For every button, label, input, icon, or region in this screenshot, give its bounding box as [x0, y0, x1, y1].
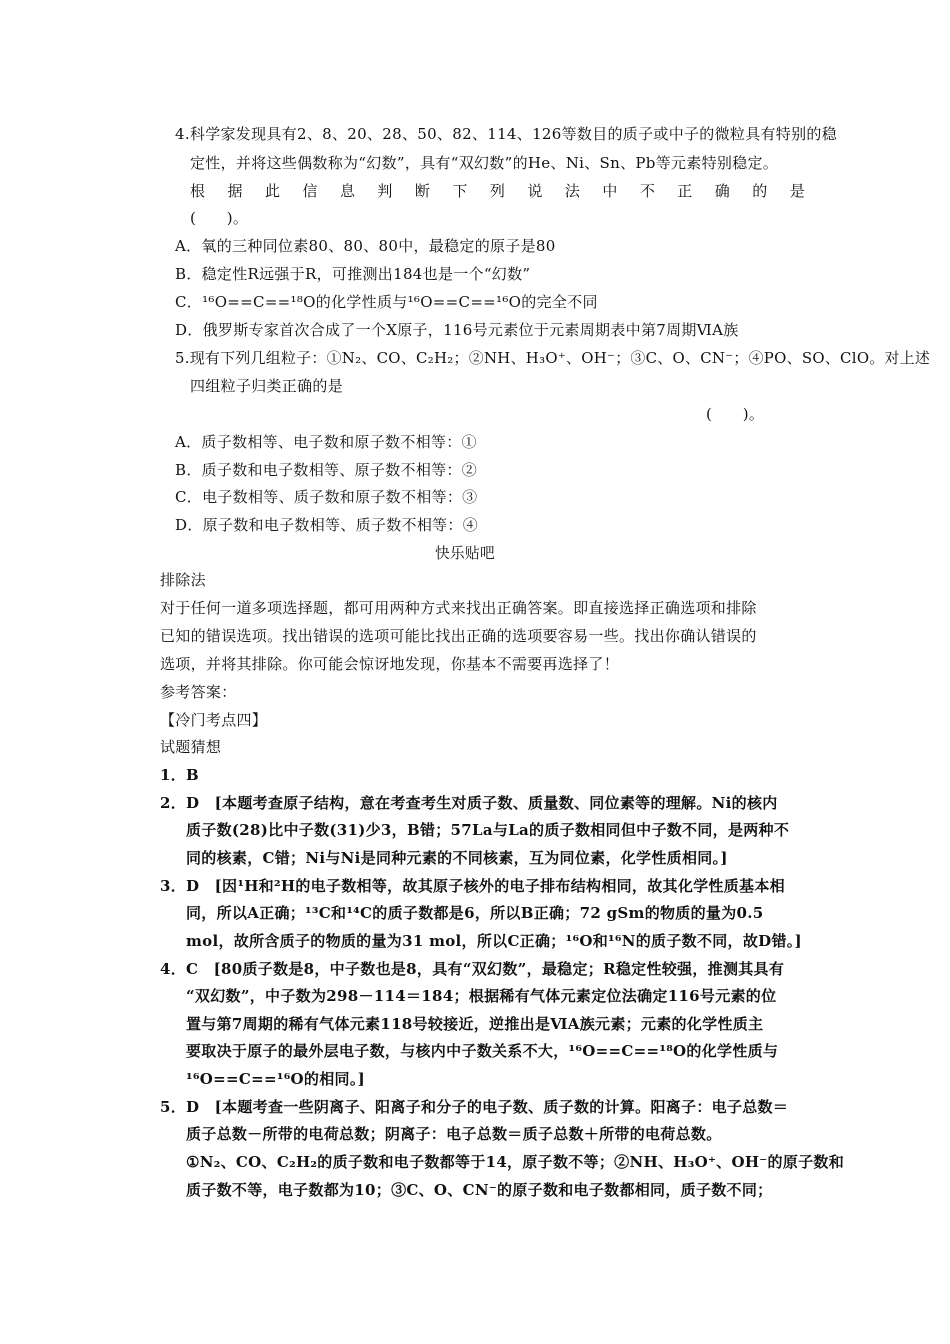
- q4-stem-char: 的: [752, 182, 768, 200]
- q4-stem-char: 说: [527, 182, 543, 200]
- q4-stem-line2: 定性，并将这些偶数称为“幻数”，具有“双幻数”的He、Ni、Sn、Pb等元素特别稳定。: [190, 154, 779, 172]
- q5-stem-line2: 四组粒子归类正确的是: [190, 377, 344, 395]
- tip-title: 快乐贴吧: [435, 544, 495, 562]
- tip-subtitle: 排除法: [160, 571, 206, 589]
- answer-4-line: 置与第7周期的稀有气体元素118号较接近，逆推出是ⅥA族元素；元素的化学性质主: [186, 1015, 764, 1033]
- q5-answer-blank: ( )。: [706, 405, 765, 423]
- answer-5-line: 质子数不等，电子数都为10；③C、O、CN⁻的原子数和电子数都相同，质子数不同；: [186, 1181, 773, 1199]
- q4-stem-char: 法: [564, 182, 580, 200]
- q4-stem-char: 下: [452, 182, 468, 200]
- q4-stem-char: 根: [190, 182, 206, 200]
- q4-stem-char: 断: [414, 182, 430, 200]
- q4-stem-char: 确: [714, 182, 730, 200]
- answer-1: 1．B: [160, 766, 200, 784]
- answer-4-line: 4．C [80质子数是8，中子数也是8，具有“双幻数”，最稳定；R稳定性较强，推测其具有: [160, 960, 785, 978]
- answer-5-line: ①N₂、CO、C₂H₂的质子数和电子数都等于14，原子数不等；②NH、H₃O⁺、OH⁻的原子数和: [186, 1153, 845, 1171]
- q5-option-d: D．原子数和电子数相等、质子数不相等：④: [175, 516, 479, 534]
- tip-text-line: 已知的错误选项。找出错误的选项可能比找出正确的选项要容易一些。找出你确认错误的: [160, 627, 757, 645]
- answer-4-line: 要取决于原子的最外层电子数，与核内中子数关系不大，¹⁶O==C==¹⁸O的化学性质与: [186, 1042, 779, 1060]
- tip-text-line: 对于任何一道多项选择题，都可用两种方式来找出正确答案。即直接选择正确选项和排除: [160, 599, 757, 617]
- q4-stem-char: 据: [227, 182, 243, 200]
- answer-4-line: ¹⁶O==C==¹⁶O的相同。]: [186, 1070, 366, 1088]
- answer-3-line: mol，故所含质子的物质的量为31 mol，所以C正确；¹⁶O和¹⁶N的质子数不同，故D错。]: [186, 932, 802, 950]
- q4-stem-char: 是: [789, 182, 805, 200]
- q4-answer-blank: ( )。: [190, 209, 249, 227]
- answer-2-line: 质子数(28)比中子数(31)少3，B错；57La与La的质子数相同但中子数不同，是两种不: [186, 821, 790, 839]
- q4-stem-char: 判: [377, 182, 393, 200]
- answer-5-line: 5．D [本题考查一些阴离子、阳离子和分子的电子数、质子数的计算。阳离子：电子总数＝: [160, 1098, 789, 1116]
- answers-heading: 参考答案：: [160, 683, 237, 701]
- q4-stem-line3: [190, 181, 805, 201]
- q4-stem-char: 此: [264, 182, 280, 200]
- q5-option-a: A．质子数相等、电子数和原子数不相等：①: [175, 433, 477, 451]
- answer-5-line: 质子总数－所带的电荷总数；阴离子：电子总数＝质子总数＋所带的电荷总数。: [186, 1125, 722, 1143]
- q4-stem-char: 正: [677, 182, 693, 200]
- q5-stem-line1: 5.现有下列几组粒子：①N₂、CO、C₂H₂；②NH、H₃O⁺、OH⁻；③C、O、CN⁻；④PO、SO、ClO。对上述: [175, 349, 931, 367]
- answer-2-line: 同的核素，C错；Ni与Ni是同种元素的不同核素，互为同位素，化学性质相同。]: [186, 849, 728, 867]
- tip-text-line: 选项，并将其排除。你可能会惊讶地发现，你基本不需要再选择了！: [160, 655, 620, 673]
- q4-stem-char: 列: [489, 182, 505, 200]
- answers-section: 【冷门考点四】: [160, 711, 268, 729]
- q5-option-c: C．电子数相等、质子数和原子数不相等：③: [175, 488, 478, 506]
- q4-stem-char: 信: [302, 182, 318, 200]
- answer-3-line: 同，所以A正确；¹³C和¹⁴C的质子数都是6，所以B正确；72 gSm的物质的量为0.5: [186, 904, 764, 922]
- answer-3-line: 3．D [因¹H和²H的电子数相等，故其原子核外的电子排布结构相同，故其化学性质基本相: [160, 877, 785, 895]
- q4-option-d: D．俄罗斯专家首次合成了一个X原子，116号元素位于元素周期表中第7周期ⅥA族: [175, 321, 739, 339]
- q4-option-c: C．¹⁶O==C==¹⁸O的化学性质与¹⁶O==C==¹⁶O的完全不同: [175, 293, 598, 311]
- q4-stem-char: 不: [639, 182, 655, 200]
- q5-option-b: B．质子数和电子数相等、原子数不相等：②: [175, 461, 478, 479]
- answers-subsection: 试题猜想: [160, 738, 222, 756]
- q4-stem-char: 中: [602, 182, 618, 200]
- q4-option-a: A．氧的三种同位素80、80、80中，最稳定的原子是80: [175, 237, 556, 255]
- answer-4-line: “双幻数”，中子数为298－114＝184；根据稀有气体元素定位法确定116号元素的位: [186, 987, 777, 1005]
- q4-stem-char: 息: [339, 182, 355, 200]
- q4-option-b: B．稳定性R远强于R，可推测出184也是一个“幻数”: [175, 265, 531, 283]
- answer-2-line: 2．D [本题考查原子结构，意在考查考生对质子数、质量数、同位素等的理解。Ni的核内: [160, 794, 778, 812]
- q4-stem-line1: 4.科学家发现具有2、8、20、28、50、82、114、126等数目的质子或中子的微粒具有特别的稳: [175, 125, 838, 143]
